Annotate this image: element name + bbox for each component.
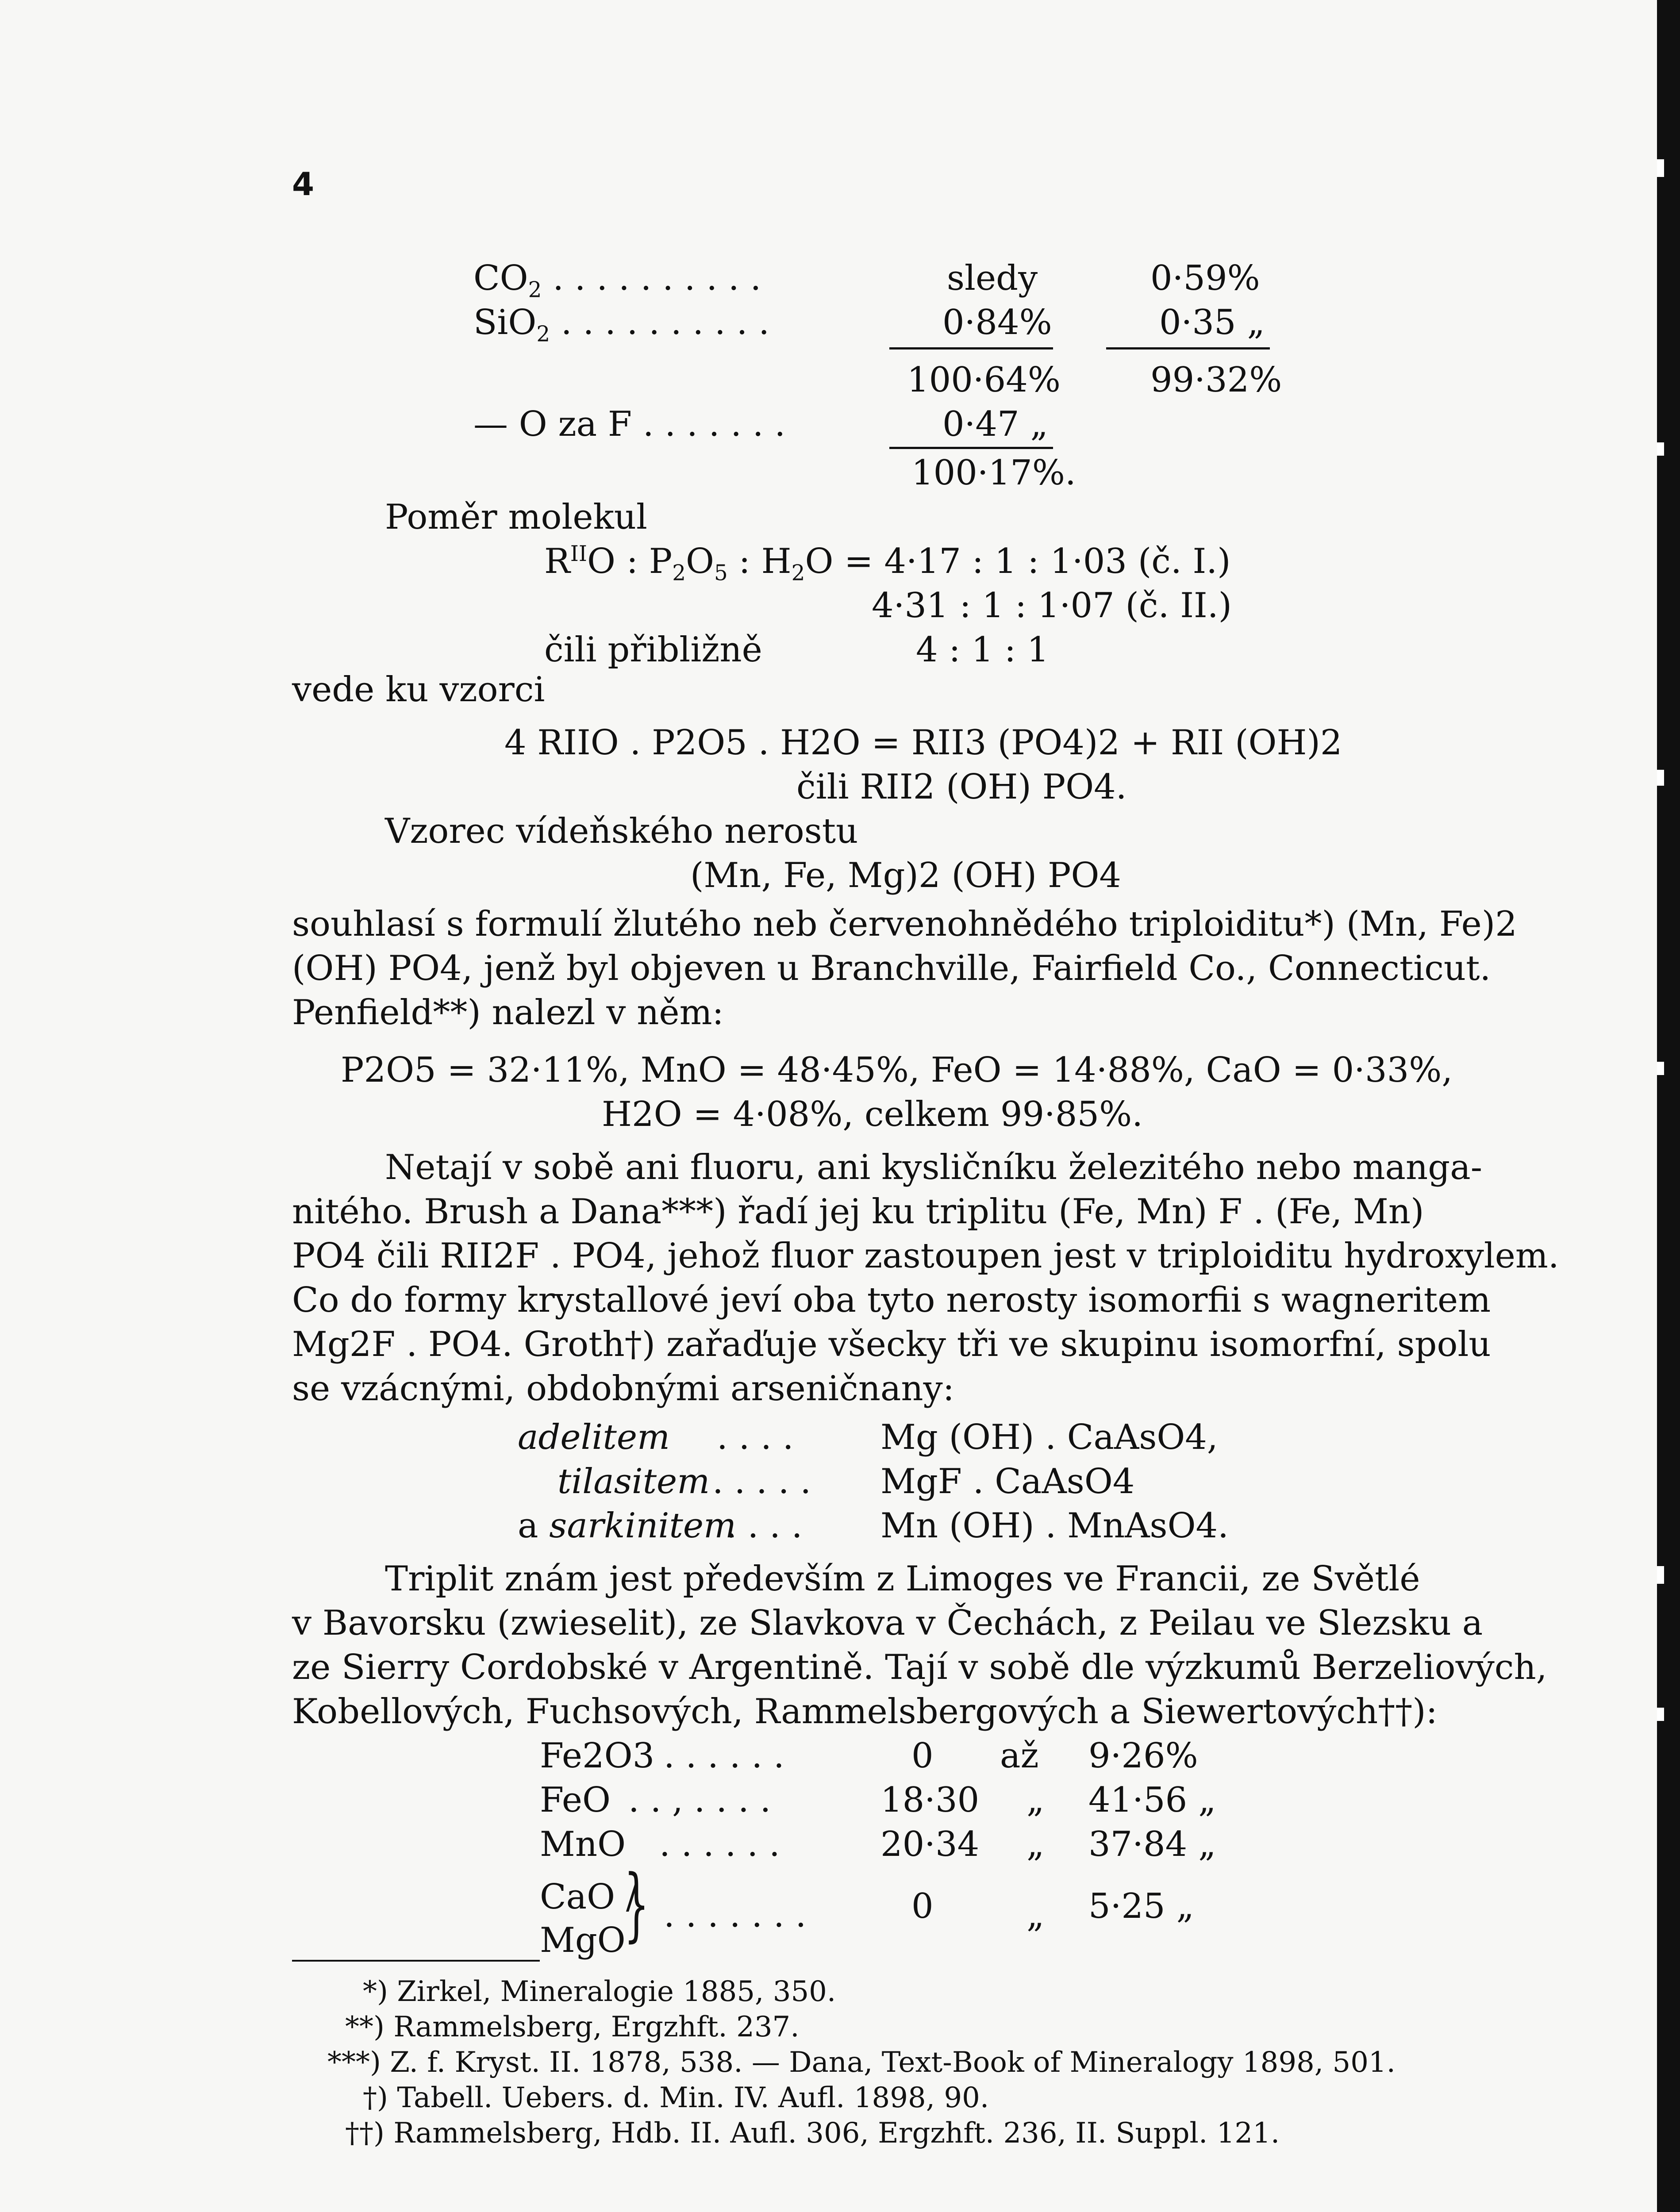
t2-to: 5·25 „ xyxy=(1088,1886,1194,1926)
sio2-label: SiO$_2$ . . . . . . . . . . xyxy=(473,303,769,347)
t2-dots: . . . . . . . xyxy=(664,1895,807,1935)
mineral-row: tilasitem xyxy=(557,1462,710,1502)
page-number: 4 xyxy=(292,165,315,203)
sum-rule-3 xyxy=(889,447,1053,449)
para1-line-3: Penfield**) nalezl v něm: xyxy=(292,993,724,1033)
t2-sep: „ xyxy=(1026,1780,1045,1820)
formula-2: čili RII2 (OH) PO4. xyxy=(796,767,1127,807)
t2-sep: „ xyxy=(1026,1895,1045,1935)
brace-symbol: } xyxy=(624,1858,650,1951)
sum-rule-1 xyxy=(889,347,1053,349)
t2-label: Fe2O3 xyxy=(540,1736,655,1776)
mineral-row: a sarkinitem xyxy=(518,1506,736,1546)
scan-edge xyxy=(1657,0,1680,2212)
co2-value-a: sledy xyxy=(947,258,1038,298)
sum1-value-b: 99·32% xyxy=(1150,360,1282,400)
t2-label: FeO xyxy=(540,1780,611,1820)
co2-value-b: 0·59% xyxy=(1150,258,1260,298)
para1-line-1: souhlasí s formulí žlutého neb červenohnědého triploiditu*) (Mn, Fe)2 xyxy=(292,904,1517,944)
mineral-formula: MgF . CaAsO4 xyxy=(880,1462,1135,1502)
t2-from: 0 xyxy=(911,1886,934,1926)
para3-line-2: v Bavorsku (zwieselit), ze Slavkova v Čechách, z Peilau ve Slezsku a xyxy=(292,1603,1483,1643)
sum2-value-a: 100·17%. xyxy=(911,453,1076,493)
para2-line-2: nitého. Brush a Dana***) řadí jej ku triplitu (Fe, Mn) F . (Fe, Mn) xyxy=(292,1192,1424,1232)
t2-dots: . . . . . . xyxy=(659,1824,780,1864)
ozaf-value-a: 0·47 „ xyxy=(942,404,1048,444)
footnote: ***) Z. f. Kryst. II. 1878, 538. — Dana, Text-Book of Mineralogy 1898, 501. xyxy=(327,2046,1396,2079)
t2-label: CaO / MgO xyxy=(540,1877,638,1960)
para2-line-5: Mg2F . PO4. Groth†) zařaďuje všecky tři ve skupinu isomorfní, spolu xyxy=(292,1325,1491,1364)
footnote: *) Zirkel, Mineralogie 1885, 350. xyxy=(363,1975,836,2008)
mineral-dots: . . . . xyxy=(717,1417,794,1457)
t2-to: 41·56 „ xyxy=(1088,1780,1216,1820)
t2-label: MnO xyxy=(540,1824,626,1864)
para2-line-6: se vzácnými, obdobnými arseničnany: xyxy=(292,1369,955,1409)
analysis-line-2: H2O = 4·08%, celkem 99·85%. xyxy=(602,1094,1143,1134)
cili-label: čili přibližně xyxy=(544,630,762,670)
sum1-value-a: 100·64% xyxy=(907,360,1061,400)
t2-from: 18·30 xyxy=(880,1780,980,1820)
sio2-value-b: 0·35 „ xyxy=(1159,303,1265,342)
vzorec-heading: Vzorec vídeňského nerostu xyxy=(385,811,858,851)
ratio-line-2: 4·31 : 1 : 1·07 (č. II.) xyxy=(872,586,1232,626)
formula-1: 4 RIIO . P2O5 . H2O = RII3 (PO4)2 + RII (OH)2 xyxy=(504,723,1342,763)
mineral-formula: Mg (OH) . CaAsO4, xyxy=(880,1417,1218,1457)
t2-from: 0 xyxy=(911,1736,934,1776)
para2-line-4: Co do formy krystallové jeví oba tyto nerosty isomorfii s wagneritem xyxy=(292,1280,1491,1320)
sum-rule-2 xyxy=(1106,347,1270,349)
mineral-dots: . . . . . xyxy=(712,1462,811,1502)
para1-line-2: (OH) PO4, jenž byl objeven u Branchville, Fairfield Co., Connecticut. xyxy=(292,949,1491,988)
footnote-rule xyxy=(292,1960,540,1962)
t2-sep: až xyxy=(1000,1736,1039,1776)
mineral-row: adelitem xyxy=(518,1417,670,1457)
para3-line-1: Triplit znám jest především z Limoges ve Francii, ze Světlé xyxy=(385,1559,1420,1599)
para2-line-3: PO4 čili RII2F . PO4, jehož fluor zastoupen jest v triploiditu hydroxylem. xyxy=(292,1236,1559,1276)
t2-sep: „ xyxy=(1026,1824,1045,1864)
t2-to: 37·84 „ xyxy=(1088,1824,1216,1864)
ratio-line-3: 4 : 1 : 1 xyxy=(916,630,1049,670)
t2-to: 9·26% xyxy=(1088,1736,1198,1776)
ozaf-label: — O za F . . . . . . . xyxy=(473,404,786,444)
para2-line-1: Netají v sobě ani fluoru, ani kysličníku železitého nebo manga- xyxy=(385,1148,1483,1187)
footnote: ††) Rammelsberg, Hdb. II. Aufl. 306, Ergzhft. 236, II. Suppl. 121. xyxy=(345,2117,1280,2150)
mineral-formula: Mn (OH) . MnAsO4. xyxy=(880,1506,1229,1546)
analysis-line-1: P2O5 = 32·11%, MnO = 48·45%, FeO = 14·88%, CaO = 0·33%, xyxy=(341,1050,1453,1090)
footnote: **) Rammelsberg, Ergzhft. 237. xyxy=(345,2011,800,2043)
para3-line-3: ze Sierry Cordobské v Argentině. Tají v sobě dle výzkumů Berzeliových, xyxy=(292,1647,1547,1687)
mineral-dots: . . . . xyxy=(726,1506,803,1546)
pomer-heading: Poměr molekul xyxy=(385,497,647,537)
t2-from: 20·34 xyxy=(880,1824,980,1864)
footnote: †) Tabell. Uebers. d. Min. IV. Aufl. 1898, 90. xyxy=(363,2081,989,2114)
ratio-line-1: $R^{II}O$ : $P_2O_5$ : $H_2O = 4\cdot 17$ : 1 : 1·03 (č. I.) xyxy=(544,541,1231,586)
para3-line-4: Kobellových, Fuchsových, Rammelsbergových a Siewertových††): xyxy=(292,1692,1438,1732)
formula-3: (Mn, Fe, Mg)2 (OH) PO4 xyxy=(690,856,1122,895)
t2-dots: . . , . . . . xyxy=(628,1780,771,1820)
t2-dots: . . . . . . xyxy=(664,1736,784,1776)
sio2-value-a: 0·84% xyxy=(942,303,1052,342)
co2-label: $CO_2$ . . . . . . . . . . xyxy=(473,258,761,303)
vede-text: vede ku vzorci xyxy=(292,670,545,710)
